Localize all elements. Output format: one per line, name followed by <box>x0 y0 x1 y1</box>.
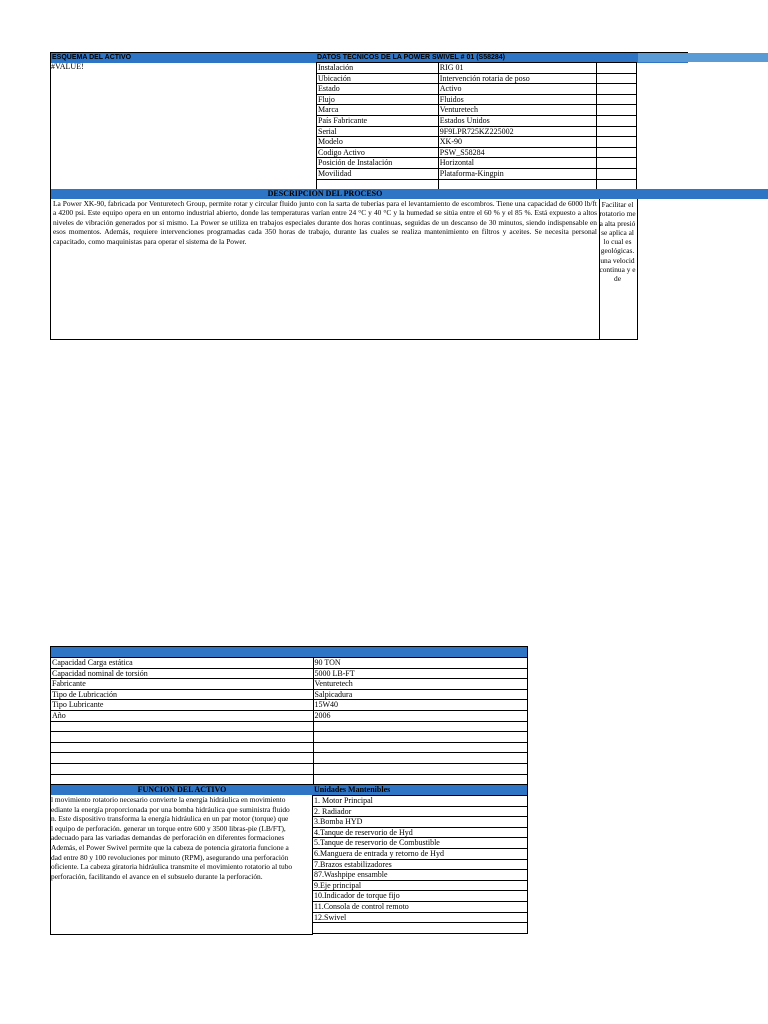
datos-label: Flujo <box>317 94 439 105</box>
datos-value: Venturetech <box>438 105 596 116</box>
spec-label: Año <box>51 710 314 721</box>
spec-value <box>313 763 528 774</box>
datos-extra <box>597 147 637 158</box>
spec-value <box>313 753 528 764</box>
unidades-table <box>312 795 528 934</box>
spec-label: Tipo de Lubricación <box>51 689 314 700</box>
side-text-line: Facilitar el <box>601 200 634 209</box>
unidad-item: 1. Motor Principal <box>313 796 528 807</box>
funcion-header: FUNCION DEL ACTIVO <box>50 785 313 795</box>
datos-value: Horizontal <box>438 158 596 169</box>
datos-value: Activo <box>438 84 596 95</box>
side-text-line: rotatorio me <box>599 209 636 219</box>
unidades-row-blank <box>313 923 528 934</box>
funcion-text-line: perforación, facilitando el avance en el subsuelo durante la perforación. <box>51 871 263 881</box>
datos-row <box>317 84 637 95</box>
datos-header: DATOS TECNICOS DE LA POWER SWIVEL # 01 (S58284) <box>316 52 688 63</box>
spec-row <box>51 668 528 679</box>
unidades-row <box>313 912 528 923</box>
datos-extra <box>597 158 637 169</box>
spec-label <box>51 732 314 743</box>
spec-row <box>51 700 528 711</box>
spec-value <box>313 774 528 785</box>
unidades-row <box>313 848 528 859</box>
unidad-item: 7.Brazos estabilizadores <box>313 859 528 870</box>
datos-value: Fluidos <box>438 94 596 105</box>
datos-row <box>317 126 637 137</box>
datos-value: Estados Unidos <box>438 115 596 126</box>
spec-row-blank <box>51 763 528 774</box>
datos-extra <box>597 105 637 116</box>
unidad-item: 12.Swivel <box>313 912 528 923</box>
datos-value: RIG 01 <box>438 63 596 74</box>
datos-row <box>317 73 637 84</box>
spec-label: Fabricante <box>51 679 314 690</box>
spec-label <box>51 721 314 732</box>
descripcion-cell: La Power XK-90, fabricada por Venturetech Group, permite rotar y circular fluido junto con la sarta de tuberías para el levantamiento de escombros. Tiene una capacidad de 6000 lb/ft a 4200 psi. Este equipo opera en un entorno industrial abierto, donde las temperaturas varían entre 24 °C y 40 °C y la humedad se sitúa entre el 60 % y el 85 %. Está expuesto a altos niveles de vibración generados por sí mismo. La Power se utiliza en trabajos especiales durante dos horas continuas, seguidas de un descanso de 30 minutos, siendo indispensable en esos momentos. Además, requiere intervenciones programadas cada 350 horas de trabajo, durante las cuales se realiza mantenimiento en filtros y aceites. Se necesita personal capacitado, como maquinistas para operar el sistema de la Power. <box>50 199 600 340</box>
unidades-row <box>313 806 528 817</box>
spec-value <box>313 721 528 732</box>
datos-row <box>317 147 637 158</box>
unidades-row <box>313 880 528 891</box>
spec-value <box>313 742 528 753</box>
descripcion-header-right <box>599 189 768 199</box>
side-text-line: a alta presió <box>599 218 636 228</box>
header-accent-bar <box>638 53 768 62</box>
unidades-row <box>313 817 528 828</box>
datos-label: Marca <box>317 105 439 116</box>
unidad-item: 2. Radiador <box>313 806 528 817</box>
spec-value: 15W40 <box>313 700 528 711</box>
spec-row-blank <box>51 742 528 753</box>
side-text-line: geológicas. <box>600 246 635 256</box>
datos-value: PSW_S58284 <box>438 147 596 158</box>
spec-label: Tipo Lubricante <box>51 700 314 711</box>
spec-label <box>51 763 314 774</box>
spec-row-blank <box>51 774 528 785</box>
unidad-item: 6.Manguera de entrada y retorno de Hyd <box>313 848 528 859</box>
funcion-text-line: n. Este dispositivo transforma la energía hidráulica en un par motor (torque) que <box>51 814 289 824</box>
spec-row-blank <box>51 721 528 732</box>
unidad-item <box>313 923 528 934</box>
spec-label <box>51 774 314 785</box>
datos-row <box>317 137 637 148</box>
datos-label: País Fabricante <box>317 115 439 126</box>
datos-table <box>316 62 637 190</box>
unidad-item: 3.Bomba HYD <box>313 817 528 828</box>
unidad-item: 87.Washpipe ensamble <box>313 870 528 881</box>
side-cell <box>598 199 638 340</box>
spec-value: Venturetech <box>313 679 528 690</box>
descripcion-header: DESCRIPCION DEL PROCESO <box>50 189 600 199</box>
datos-label: Movilidad <box>317 168 439 179</box>
side-text-line: lo cual es <box>603 237 632 247</box>
unidades-row <box>313 827 528 838</box>
funcion-text-line: l movimiento rotatorio necesario convierte la energía hidráulica en movimiento <box>51 795 286 804</box>
spec-value: Salpicadura <box>313 689 528 700</box>
unidad-item: 4.Tanque de reservorio de Hyd <box>313 827 528 838</box>
datos-row <box>317 63 637 74</box>
funcion-text-line: adecuado para las variadas demandas de perforación en diferentes formaciones <box>51 833 285 843</box>
unidades-row <box>313 838 528 849</box>
spec-row-blank <box>51 732 528 743</box>
datos-extra <box>597 115 637 126</box>
esquema-cell <box>50 62 316 189</box>
spec-value <box>313 732 528 743</box>
datos-label: Posición de Instalación <box>317 158 439 169</box>
datos-extra <box>597 84 637 95</box>
spec-label: Capacidad Carga estática <box>51 658 314 669</box>
spec-row <box>51 710 528 721</box>
funcion-text-line: dad entre 80 y 100 revoluciones por minuto (RPM), asegurando una perforación <box>51 852 289 862</box>
datos-label: Estado <box>317 84 439 95</box>
unidades-row <box>313 891 528 902</box>
unidades-row <box>313 796 528 807</box>
funcion-text-line: ediante la energía proporcionada por una bomba hidráulica que suministra fluido <box>51 804 290 814</box>
spec-value: 2006 <box>313 710 528 721</box>
spec-row <box>51 658 528 669</box>
datos-value: Plataforma-Kingpin <box>438 168 596 179</box>
unidades-row <box>313 859 528 870</box>
funcion-text-line: oficiente. La cabeza giratoria hidráulica transmite el movimiento rotatorio al tubo <box>51 862 293 872</box>
datos-label: Ubicación <box>317 73 439 84</box>
datos-row <box>317 168 637 179</box>
unidad-item: 9.Eje principal <box>313 880 528 891</box>
funcion-text-line: l equipo de perforación. generar un torque entre 600 y 3500 libras-pie (LB/FT), <box>51 823 286 833</box>
datos-label: Modelo <box>317 137 439 148</box>
spec-table <box>50 657 528 785</box>
esquema-header: ESQUEMA DEL ACTIVO <box>50 52 317 63</box>
datos-extra <box>597 63 637 74</box>
datos-extra <box>597 126 637 137</box>
unidades-row <box>313 901 528 912</box>
unidad-item: 5.Tanque de reservorio de Combustible <box>313 838 528 849</box>
side-text-line: continua y e <box>599 265 636 275</box>
side-text-line: de <box>614 274 621 284</box>
datos-value: XK-90 <box>438 137 596 148</box>
unidad-item: 11.Consola de control remoto <box>313 901 528 912</box>
datos-row <box>317 115 637 126</box>
unidades-header: Unidades Mantenibles <box>313 785 528 795</box>
spec-row <box>51 689 528 700</box>
datos-extra <box>597 168 637 179</box>
spec-row-blank <box>51 753 528 764</box>
datos-label: Instalación <box>317 63 439 74</box>
spec-label: Capacidad nominal de torsión <box>51 668 314 679</box>
datos-value: Intervención rotaria de poso <box>438 73 596 84</box>
datos-extra <box>597 137 637 148</box>
datos-row <box>317 158 637 169</box>
funcion-text-line: Además, el Power Swivel permite que la cabeza de potencia giratoria funcione a <box>51 842 289 852</box>
funcion-cell <box>50 795 313 935</box>
datos-value: 9F9LPR725KZ225002 <box>438 126 596 137</box>
datos-extra <box>597 73 637 84</box>
spec-label <box>51 753 314 764</box>
datos-extra <box>597 94 637 105</box>
spec-label <box>51 742 314 753</box>
datos-label: Codigo Activo <box>317 147 439 158</box>
datos-label: Serial <box>317 126 439 137</box>
top-header-row <box>50 52 768 62</box>
esquema-value: #VALUE! <box>51 62 84 71</box>
spec-value: 5000 LB-FT <box>313 668 528 679</box>
spec-row <box>51 679 528 690</box>
datos-row <box>317 94 637 105</box>
spec-value: 90 TON <box>313 658 528 669</box>
unidades-row <box>313 870 528 881</box>
side-text-line: se aplica al <box>601 227 634 237</box>
side-text-line: una velocid <box>600 255 635 265</box>
unidad-item: 10.Indicador de torque fijo <box>313 891 528 902</box>
datos-row <box>317 105 637 116</box>
